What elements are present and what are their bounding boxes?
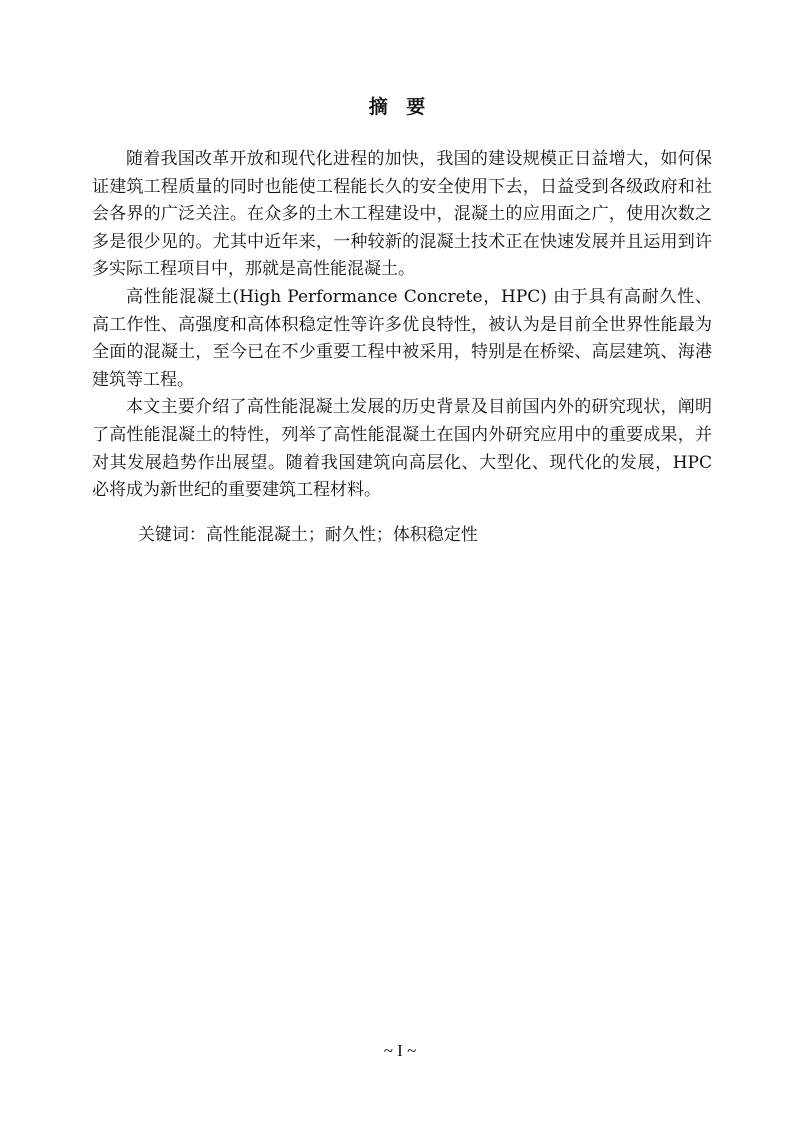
keywords-line: 关键词：高性能混凝土；耐久性；体积稳定性	[137, 525, 478, 545]
page-number: ~ I ~	[383, 1041, 417, 1060]
abstract-body	[92, 146, 712, 505]
abstract-paragraph-2: 高性能混凝土(High Performance Concrete，HPC) 由于具有高耐久性、高工作性、高强度和高体积稳定性等许多优良特性，被认为是目前全世界性能最为全面的混凝土，至今已在不少重要工程中被采用，特别是在桥梁、高层建筑、海港建筑等工程。	[92, 286, 712, 390]
abstract-paragraph-1: 随着我国改革开放和现代化进程的加快，我国的建设规模正日益增大，如何保证建筑工程质量的同时也能使工程能长久的安全使用下去，日益受到各级政府和社会各界的广泛关注。在众多的土木工程建设中，混凝土的应用面之广，使用次数之多是很少见的。尤其中近年来，一种较新的混凝土技术正在快速发展并且运用到许多实际工程项目中，那就是高性能混凝土。	[92, 149, 712, 280]
abstract-title: 摘 要	[368, 96, 432, 118]
abstract-paragraph-3: 本文主要介绍了高性能混凝土发展的历史背景及目前国内外的研究现状，阐明了高性能混凝土的特性，列举了高性能混凝土在国内外研究应用中的重要成果，并对其发展趋势作出展望。随着我国建筑向高层化、大型化、现代化的发展，HPC 必将成为新世纪的重要建筑工程材料。	[92, 397, 712, 501]
